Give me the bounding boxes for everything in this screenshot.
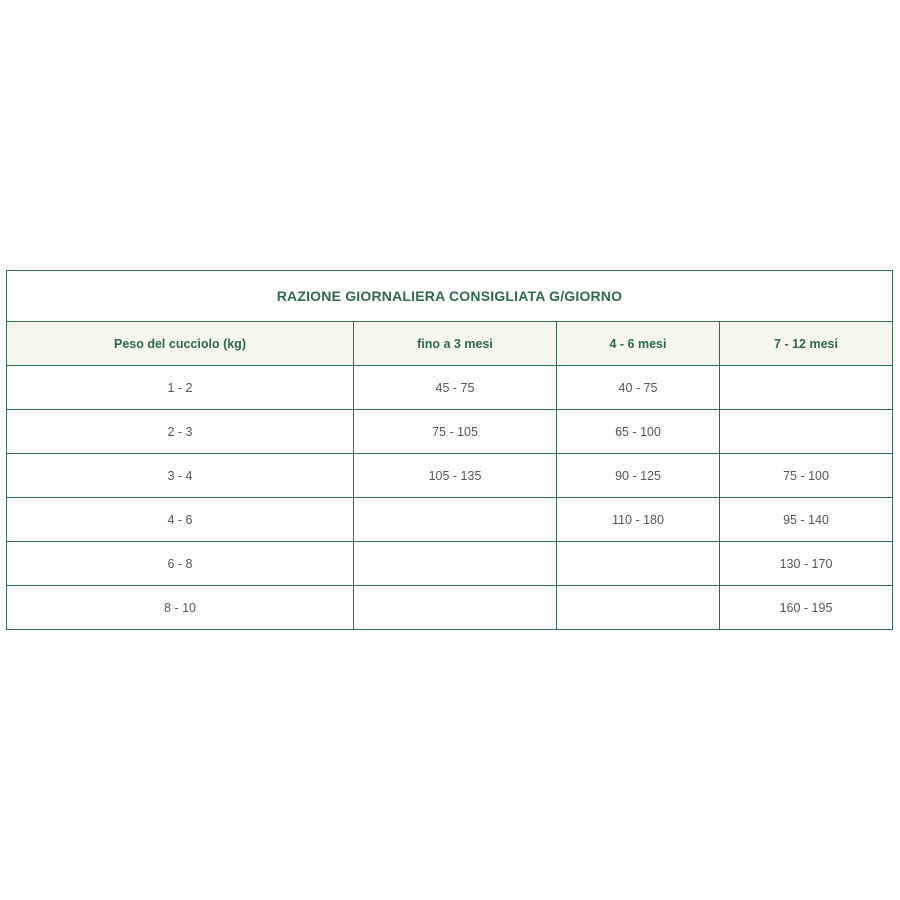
table-row xyxy=(7,454,893,498)
cell-value: 130 - 170 xyxy=(720,542,893,586)
cell-weight: 3 - 4 xyxy=(7,454,354,498)
cell-weight: 8 - 10 xyxy=(7,586,354,630)
cell-value: 75 - 100 xyxy=(720,454,893,498)
table-title-row xyxy=(7,271,893,322)
cell-value: 90 - 125 xyxy=(557,454,720,498)
cell-value: 75 - 105 xyxy=(354,410,557,454)
cell-weight: 1 - 2 xyxy=(7,366,354,410)
cell-value: 95 - 140 xyxy=(720,498,893,542)
table-row xyxy=(7,366,893,410)
table-row xyxy=(7,498,893,542)
cell-value xyxy=(354,586,557,630)
cell-value xyxy=(354,542,557,586)
cell-value: 45 - 75 xyxy=(354,366,557,410)
cell-value: 160 - 195 xyxy=(720,586,893,630)
header-7-12-months: 7 - 12 mesi xyxy=(720,322,893,366)
cell-value xyxy=(557,586,720,630)
cell-value xyxy=(557,542,720,586)
cell-weight: 4 - 6 xyxy=(7,498,354,542)
table-header-row xyxy=(7,322,893,366)
cell-value: 110 - 180 xyxy=(557,498,720,542)
feeding-ration-table xyxy=(6,270,893,630)
cell-value xyxy=(354,498,557,542)
header-4-6-months: 4 - 6 mesi xyxy=(557,322,720,366)
cell-value: 65 - 100 xyxy=(557,410,720,454)
header-up-to-3-months: fino a 3 mesi xyxy=(354,322,557,366)
table-row xyxy=(7,586,893,630)
cell-value xyxy=(720,366,893,410)
table-row xyxy=(7,410,893,454)
header-puppy-weight: Peso del cucciolo (kg) xyxy=(7,322,354,366)
cell-weight: 2 - 3 xyxy=(7,410,354,454)
table-row xyxy=(7,542,893,586)
table-title: RAZIONE GIORNALIERA CONSIGLIATA G/GIORNO xyxy=(7,271,893,322)
cell-value: 40 - 75 xyxy=(557,366,720,410)
cell-value: 105 - 135 xyxy=(354,454,557,498)
cell-weight: 6 - 8 xyxy=(7,542,354,586)
cell-value xyxy=(720,410,893,454)
